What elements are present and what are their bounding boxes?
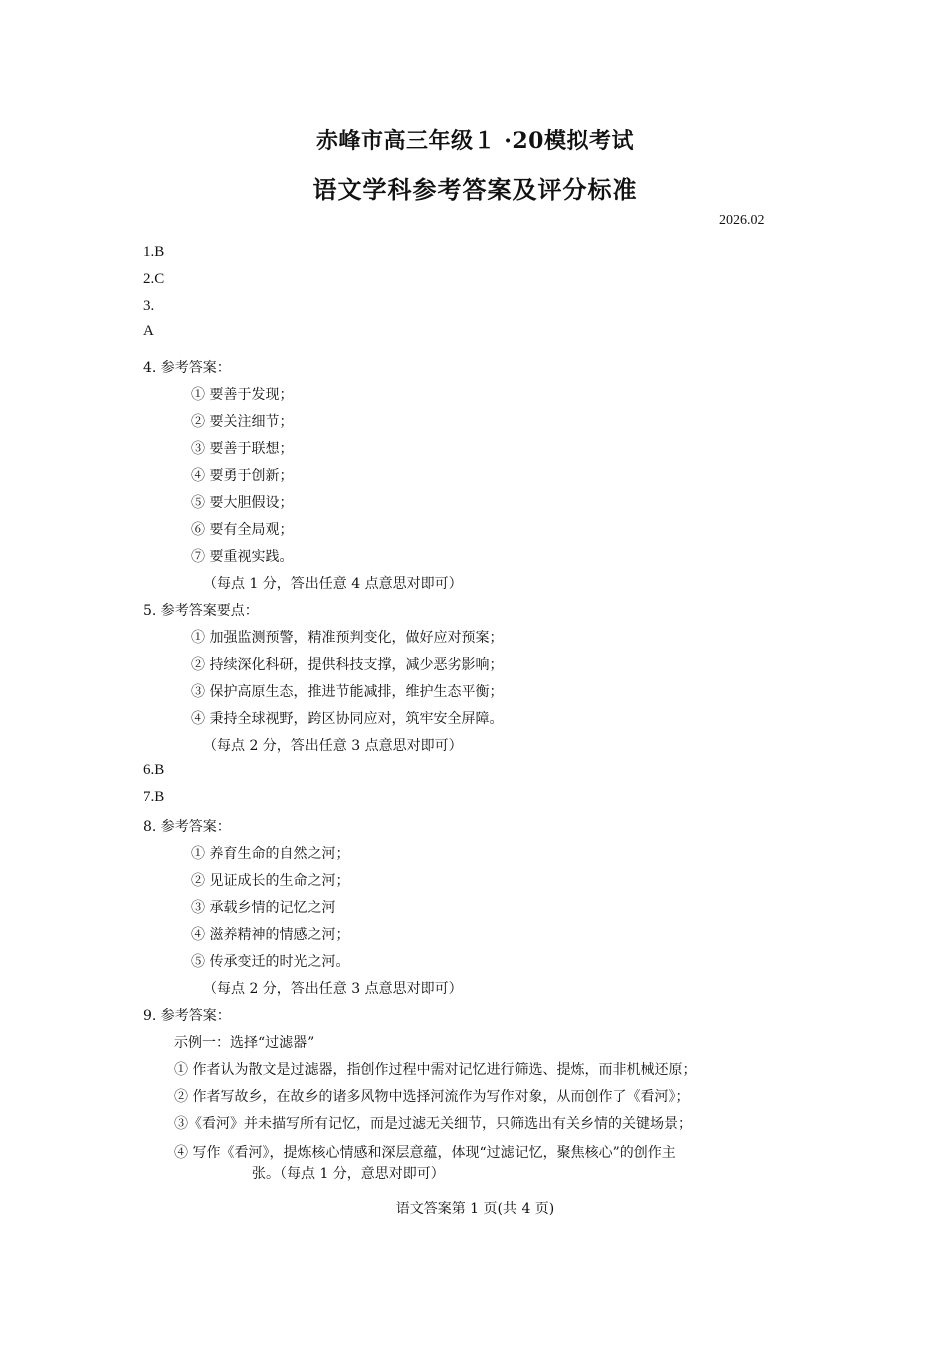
q4-item: ⑦ 要重视实践。 bbox=[191, 549, 294, 565]
q9-item-continuation: 张。（每点 1 分，意思对即可） bbox=[252, 1166, 445, 1182]
q4-item: ① 要善于发现； bbox=[191, 387, 294, 403]
answer-q3-value: A bbox=[143, 323, 154, 339]
q9-item: ④ 写作《看河》，提炼核心情感和深层意蕴，体现“过滤记忆，聚焦核心”的创作主 bbox=[174, 1145, 676, 1161]
q5-item: ③ 保护高原生态，推进节能减排，维护生态平衡； bbox=[191, 684, 504, 700]
page-footer: 语文答案第 1 页(共 4 页) bbox=[395, 1201, 555, 1217]
q4-scoring-note: （每点 1 分，答出任意 4 点意思对即可） bbox=[203, 576, 463, 592]
q4-item: ⑥ 要有全局观； bbox=[191, 522, 294, 538]
q8-item: ④ 滋养精神的情感之河； bbox=[191, 927, 350, 943]
answer-q3-number: 3. bbox=[143, 298, 155, 314]
answer-q1: 1.B bbox=[143, 244, 165, 260]
q4-item: ⑤ 要大胆假设； bbox=[191, 495, 294, 511]
q4-label: 4. 参考答案： bbox=[143, 360, 231, 376]
q9-item: ③《看河》并未描写所有记忆，而是过滤无关细节，只筛选出有关乡情的关键场景； bbox=[174, 1116, 692, 1132]
answer-q7: 7.B bbox=[143, 789, 165, 805]
q8-item: ⑤ 传承变迁的时光之河。 bbox=[191, 954, 350, 970]
q4-item: ② 要关注细节； bbox=[191, 414, 294, 430]
exam-title: 赤峰市高三年级１ ·20模拟考试 bbox=[316, 128, 634, 154]
q9-item: ① 作者认为散文是过滤器，指创作过程中需对记忆进行筛选、提炼，而非机械还原； bbox=[174, 1062, 697, 1078]
q5-label: 5. 参考答案要点： bbox=[143, 603, 259, 619]
answer-q6: 6.B bbox=[143, 762, 165, 778]
q8-label: 8. 参考答案： bbox=[143, 819, 231, 835]
q8-scoring-note: （每点 2 分，答出任意 3 点意思对即可） bbox=[203, 981, 463, 997]
q5-scoring-note: （每点 2 分，答出任意 3 点意思对即可） bbox=[203, 738, 463, 754]
q8-item: ② 见证成长的生命之河； bbox=[191, 873, 350, 889]
q9-label: 9. 参考答案： bbox=[143, 1008, 231, 1024]
q5-item: ④ 秉持全球视野，跨区协同应对，筑牢安全屏障。 bbox=[191, 711, 504, 727]
q9-item: ② 作者写故乡，在故乡的诸多风物中选择河流作为写作对象，从而创作了《看河》； bbox=[174, 1089, 690, 1105]
q8-item: ③ 承载乡情的记忆之河 bbox=[191, 900, 336, 916]
q4-item: ③ 要善于联想； bbox=[191, 441, 294, 457]
document-date: 2026.02 bbox=[719, 213, 765, 228]
q4-item: ④ 要勇于创新； bbox=[191, 468, 294, 484]
q5-item: ② 持续深化科研，提供科技支撑，减少恶劣影响； bbox=[191, 657, 504, 673]
q9-example-heading: 示例一：选择“过滤器” bbox=[174, 1035, 315, 1051]
q8-item: ① 养育生命的自然之河； bbox=[191, 846, 350, 862]
q5-item: ① 加强监测预警，精准预判变化，做好应对预案； bbox=[191, 630, 504, 646]
answer-q2: 2.C bbox=[143, 271, 165, 287]
document-subtitle: 语文学科参考答案及评分标准 bbox=[312, 175, 638, 204]
